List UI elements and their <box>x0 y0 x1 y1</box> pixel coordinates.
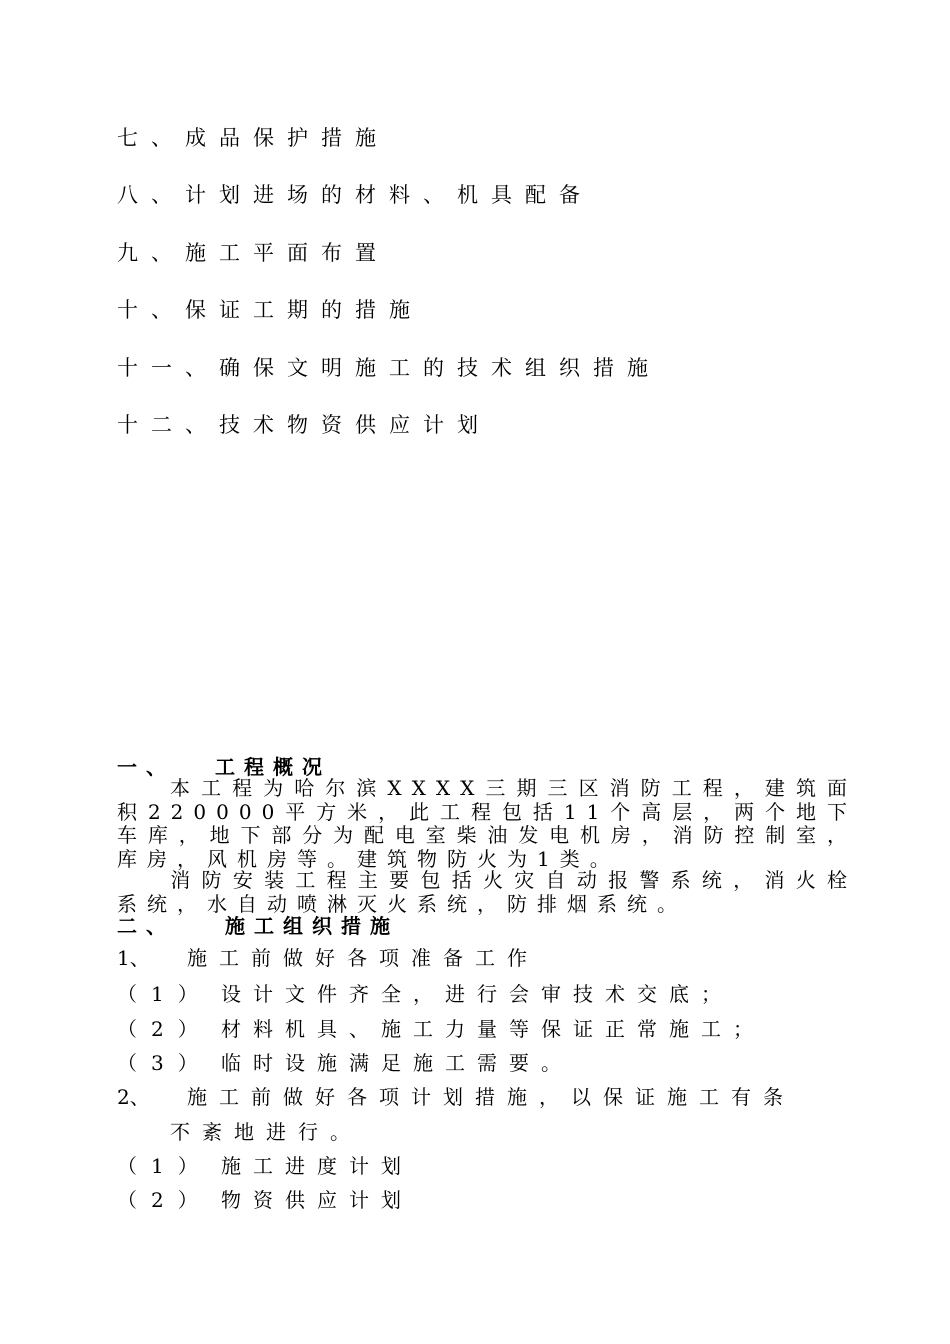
item-1-sub-2 <box>117 1015 765 1043</box>
section-2-heading <box>117 914 399 938</box>
sub-text: 设计文件齐全，进行会审技术交底； <box>221 982 733 1006</box>
sub-text: 临时设施满足施工需要。 <box>221 1051 573 1075</box>
sub-number: （2） <box>117 1017 212 1041</box>
item-2-sub-1 <box>117 1152 413 1180</box>
item-2-text: 施工前做好各项计划措施，以保证施工有条 <box>187 1085 795 1109</box>
toc-item-9: 九、施工平面布置 <box>117 241 389 265</box>
section-1-paragraph-2 <box>117 869 857 916</box>
item-1-sub-1 <box>117 980 733 1008</box>
section-2-title: 施工组织措施 <box>225 914 399 938</box>
item-2-continuation: 不紊地进行。 <box>170 1120 362 1144</box>
sub-number: （3） <box>117 1051 212 1075</box>
toc-item-8: 八、计划进场的材料、机具配备 <box>117 183 593 207</box>
section-1-title: 工程概况 <box>215 755 331 779</box>
sub-text: 施工进度计划 <box>221 1154 413 1178</box>
toc-item-11: 十一、确保文明施工的技术组织措施 <box>117 356 661 380</box>
sub-text: 材料机具、施工力量等保证正常施工； <box>221 1017 765 1041</box>
item-1-number: 1、 <box>117 946 150 970</box>
toc-item-10: 十、保证工期的措施 <box>117 298 423 322</box>
item-1-sub-3 <box>117 1049 573 1077</box>
toc-item-7: 七、成品保护措施 <box>117 126 389 150</box>
section-1-paragraph-1 <box>117 777 857 871</box>
toc-item-12: 十二、技术物资供应计划 <box>117 413 491 437</box>
item-2-sub-2 <box>117 1186 413 1214</box>
paragraph-1-text: 本工程为哈尔滨XXXX三期三区消防工程，建筑面积220000平方米，此工程包括11个高层，两个地下车库，地下部分为配电室柴油发电机房，消防控制室，库房，风机房等。建筑物防火为1类。 <box>117 776 857 871</box>
sub-number: （2） <box>117 1188 212 1212</box>
paragraph-2-text: 消防安装工程主要包括火灾自动报警系统，消火栓系统，水自动喷淋灭火系统，防排烟系统。 <box>117 868 857 916</box>
item-2-number: 2、 <box>117 1085 150 1109</box>
sub-number: （1） <box>117 982 212 1006</box>
sub-number: （1） <box>117 1154 212 1178</box>
section-1-number: 一、 <box>117 755 175 779</box>
item-1-text: 施工前做好各项准备工作 <box>187 946 539 970</box>
sub-text: 物资供应计划 <box>221 1188 413 1212</box>
section-2-number: 二、 <box>117 914 175 938</box>
item-1 <box>117 944 539 972</box>
item-2 <box>117 1083 795 1111</box>
